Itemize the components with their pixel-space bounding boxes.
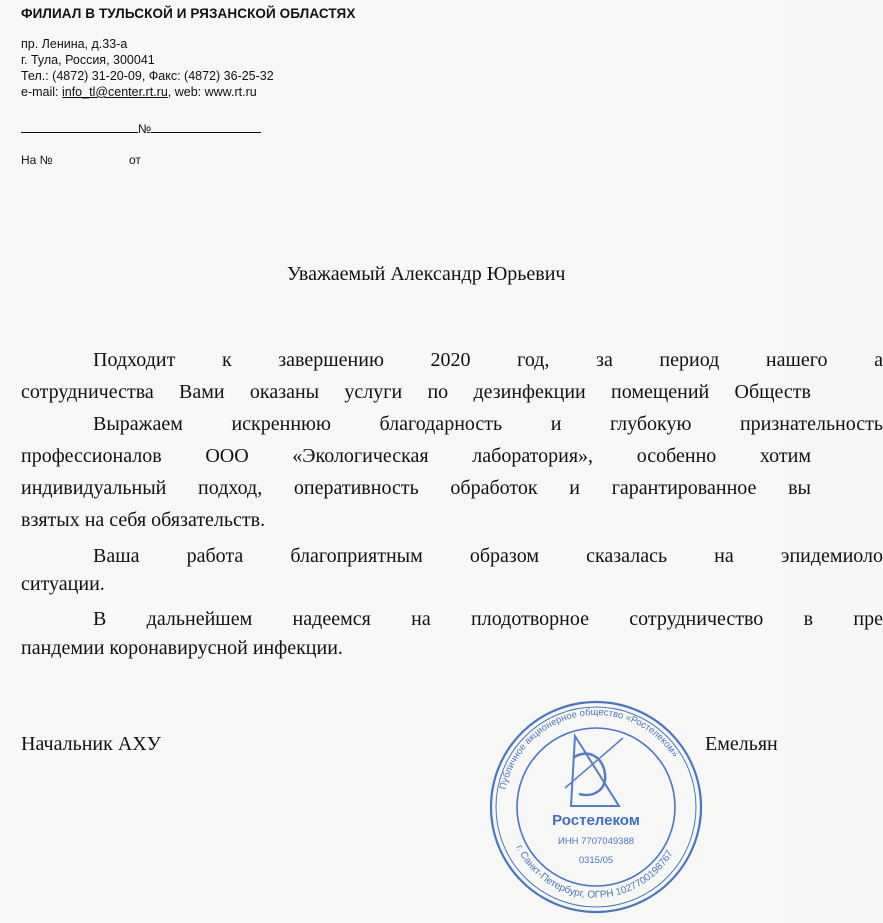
seal-brand: Ростелеком bbox=[552, 812, 640, 829]
greeting: Уважаемый Александр Юрьевич bbox=[287, 263, 566, 285]
paragraph-line: Подходит к завершению 2020 год, за период нашего а bbox=[93, 349, 883, 371]
seal-code: 0315/05 bbox=[578, 855, 614, 866]
signer-position: Начальник АХУ bbox=[21, 733, 161, 755]
seal-inn: ИНН 7707049388 bbox=[557, 836, 635, 847]
paragraph-line: индивидуальный подход, оперативность обработок и гарантированное вы bbox=[21, 477, 811, 499]
number-blank bbox=[151, 120, 261, 133]
paragraph-line: Выражаем искреннюю благодарность и глубокую признательность bbox=[93, 413, 883, 435]
signer-name: Емельян bbox=[705, 733, 778, 755]
paragraph-line: В дальнейшем надеемся на плодотворное сотрудничество в пре bbox=[93, 608, 883, 630]
email-web-line bbox=[21, 85, 257, 100]
paragraph-line: Ваша работа благоприятным образом сказалась на эпидемиоло bbox=[93, 545, 883, 567]
paragraph-line: профессионалов ООО «Экологическая лаборатория», особенно хотим bbox=[21, 445, 811, 467]
date-blank bbox=[21, 120, 138, 133]
reference-line bbox=[21, 153, 141, 167]
company-seal-stamp bbox=[487, 698, 705, 916]
rostelecom-logo-icon bbox=[565, 736, 623, 806]
from-label: от bbox=[129, 153, 141, 167]
org-name: ФИЛИАЛ В ТУЛЬСКОЙ И РЯЗАНСКОЙ ОБЛАСТЯХ bbox=[21, 6, 356, 21]
paragraph-line: пандемии коронавирусной инфекции. bbox=[21, 637, 343, 659]
paragraph-line: сотрудничества Вами оказаны услуги по дезинфекции помещений Обществ bbox=[21, 381, 811, 403]
number-label: № bbox=[138, 122, 152, 136]
address-line-1: пр. Ленина, д.33-а bbox=[21, 37, 128, 51]
email-label: e-mail: bbox=[21, 85, 62, 99]
paragraph-line: взятых на себя обязательств. bbox=[21, 509, 266, 531]
seal-bottom-text: г. Санкт-Петербург, ОГРН 1027700198767 bbox=[513, 843, 676, 901]
seal-ring-text: Публичное акционерное общество «Ростелеком» bbox=[497, 706, 681, 791]
address-line-2: г. Тула, Россия, 300041 bbox=[21, 53, 155, 67]
ref-label: На № bbox=[21, 153, 53, 167]
paragraph-line: ситуации. bbox=[21, 573, 105, 595]
email-link[interactable]: info_tl@center.rt.ru bbox=[61, 85, 168, 99]
registration-number-line bbox=[21, 120, 261, 136]
web-label: , web: www.rt.ru bbox=[167, 85, 257, 99]
phone-fax-line: Тел.: (4872) 31-20-09, Факс: (4872) 36-25-32 bbox=[21, 69, 274, 83]
